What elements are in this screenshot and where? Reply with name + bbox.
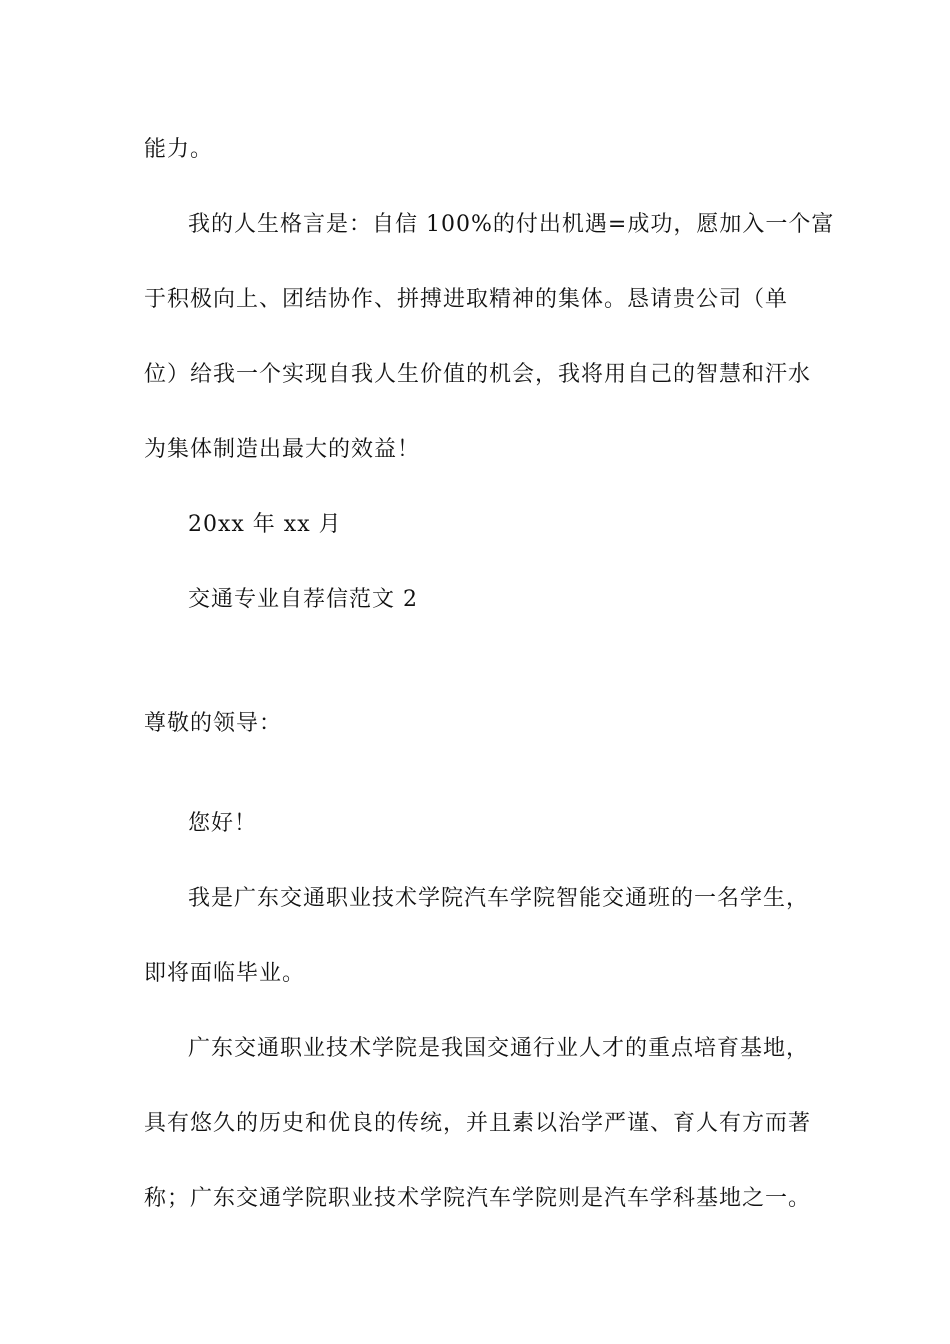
salutation: 尊敬的领导： xyxy=(144,711,283,736)
paragraph-intro: 我是广东交通职业技术学院汽车学院智能交通班的一名学生， xyxy=(188,886,810,911)
text-line: 为集体制造出最大的效益！ xyxy=(144,437,421,462)
text-line: 称；广东交通学院职业技术学院汽车学院则是汽车学科基地之一。 xyxy=(144,1186,812,1211)
greeting: 您好！ xyxy=(188,811,258,836)
paragraph-motto: 我的人生格言是：自信 100%的付出机遇=成功，愿加入一个富 xyxy=(188,212,835,237)
text-line: 具有悠久的历史和优良的传统，并且素以治学严谨、育人有方而著 xyxy=(144,1111,812,1136)
date-line: 20xx 年 xx 月 xyxy=(188,512,342,537)
paragraph-school: 广东交通职业技术学院是我国交通行业人才的重点培育基地， xyxy=(188,1036,810,1061)
text-line: 于积极向上、团结协作、拼搏进取精神的集体。恳请贵公司（单 xyxy=(144,287,789,312)
text-line: 即将面临毕业。 xyxy=(144,961,306,986)
section-title: 交通专业自荐信范文 2 xyxy=(188,587,418,612)
text-line: 位）给我一个实现自我人生价值的机会，我将用自己的智慧和汗水 xyxy=(144,362,812,387)
text-line: 能力。 xyxy=(144,137,214,162)
